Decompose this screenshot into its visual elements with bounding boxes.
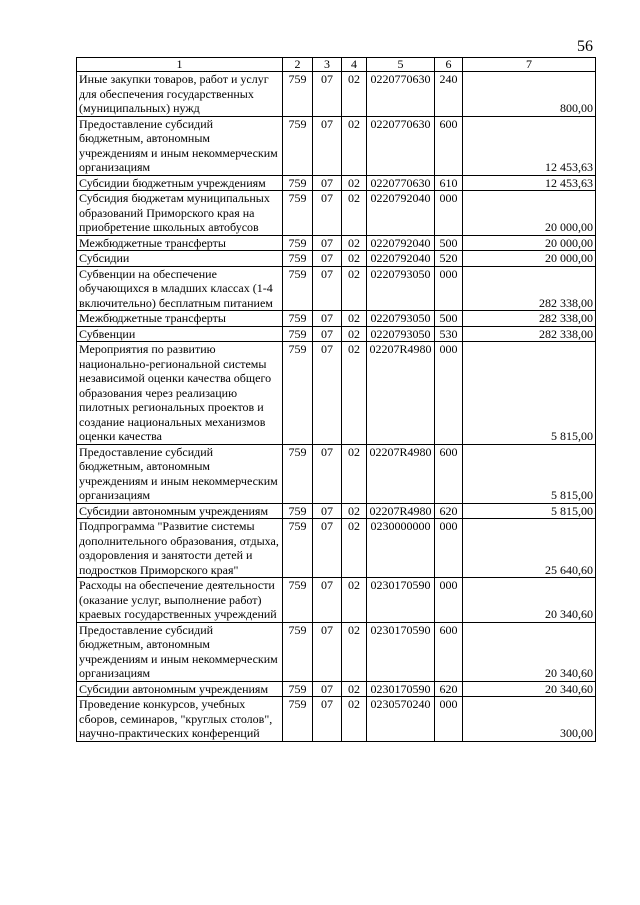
ministry-code: 759	[283, 622, 313, 681]
item-name: Проведение конкурсов, учебных сборов, семинаров, "круглых столов", научно-практических конференций	[77, 697, 283, 742]
item-name: Субсидии бюджетным учреждениям	[77, 175, 283, 191]
target-article-code: 0220770630	[367, 72, 435, 117]
table-row	[77, 519, 596, 578]
target-article-code: 0220792040	[367, 251, 435, 267]
section-code: 07	[313, 72, 342, 117]
subsection-code: 02	[342, 342, 367, 445]
amount: 12 453,63	[463, 116, 596, 175]
target-article-code: 0220792040	[367, 191, 435, 236]
subsection-code: 02	[342, 622, 367, 681]
amount: 5 815,00	[463, 503, 596, 519]
subsection-code: 02	[342, 519, 367, 578]
subsection-code: 02	[342, 72, 367, 117]
target-article-code: 0220770630	[367, 116, 435, 175]
amount: 20 000,00	[463, 251, 596, 267]
table-row	[77, 72, 596, 117]
subsection-code: 02	[342, 578, 367, 623]
ministry-code: 759	[283, 72, 313, 117]
item-name: Межбюджетные трансферты	[77, 311, 283, 327]
amount: 20 340,60	[463, 578, 596, 623]
table-row	[77, 191, 596, 236]
amount: 800,00	[463, 72, 596, 117]
section-code: 07	[313, 342, 342, 445]
table-row	[77, 326, 596, 342]
amount: 282 338,00	[463, 311, 596, 327]
section-code: 07	[313, 697, 342, 742]
item-name: Межбюджетные трансферты	[77, 235, 283, 251]
expense-type-code: 600	[435, 116, 463, 175]
target-article-code: 0230170590	[367, 622, 435, 681]
expense-type-code: 600	[435, 444, 463, 503]
table-row	[77, 311, 596, 327]
table-row	[77, 681, 596, 697]
subsection-code: 02	[342, 681, 367, 697]
column-header: 3	[313, 58, 342, 72]
column-header: 1	[77, 58, 283, 72]
section-code: 07	[313, 444, 342, 503]
expense-type-code: 500	[435, 311, 463, 327]
amount: 12 453,63	[463, 175, 596, 191]
column-header: 5	[367, 58, 435, 72]
column-header: 6	[435, 58, 463, 72]
ministry-code: 759	[283, 191, 313, 236]
table-row	[77, 444, 596, 503]
ministry-code: 759	[283, 326, 313, 342]
table-row	[77, 251, 596, 267]
ministry-code: 759	[283, 175, 313, 191]
target-article-code: 0220793050	[367, 326, 435, 342]
ministry-code: 759	[283, 251, 313, 267]
expense-type-code: 610	[435, 175, 463, 191]
expense-type-code: 000	[435, 578, 463, 623]
table-row	[77, 266, 596, 311]
page-number: 56	[577, 38, 593, 55]
target-article-code: 0230000000	[367, 519, 435, 578]
ministry-code: 759	[283, 503, 313, 519]
expense-type-code: 000	[435, 191, 463, 236]
subsection-code: 02	[342, 444, 367, 503]
target-article-code: 0220793050	[367, 266, 435, 311]
item-name: Предоставление субсидий бюджетным, автономным учреждениям и иным некоммерческим организациям	[77, 444, 283, 503]
table-row	[77, 622, 596, 681]
item-name: Иные закупки товаров, работ и услуг для обеспечения государственных (муниципальных) нужд	[77, 72, 283, 117]
table-row	[77, 116, 596, 175]
budget-table-body	[77, 58, 596, 742]
subsection-code: 02	[342, 116, 367, 175]
ministry-code: 759	[283, 519, 313, 578]
table-row	[77, 578, 596, 623]
subsection-code: 02	[342, 175, 367, 191]
section-code: 07	[313, 251, 342, 267]
ministry-code: 759	[283, 311, 313, 327]
amount: 5 815,00	[463, 444, 596, 503]
amount: 5 815,00	[463, 342, 596, 445]
item-name: Субсидии автономным учреждениям	[77, 681, 283, 697]
expense-type-code: 600	[435, 622, 463, 681]
expense-type-code: 000	[435, 342, 463, 445]
section-code: 07	[313, 681, 342, 697]
item-name: Предоставление субсидий бюджетным, автономным учреждениям и иным некоммерческим организациям	[77, 622, 283, 681]
section-code: 07	[313, 578, 342, 623]
subsection-code: 02	[342, 311, 367, 327]
target-article-code: 0220770630	[367, 175, 435, 191]
subsection-code: 02	[342, 266, 367, 311]
expense-type-code: 520	[435, 251, 463, 267]
ministry-code: 759	[283, 444, 313, 503]
item-name: Подпрограмма "Развитие системы дополнительного образования, отдыха, оздоровления и занятости детей и подростков Приморского края"	[77, 519, 283, 578]
item-name: Субсидии автономным учреждениям	[77, 503, 283, 519]
subsection-code: 02	[342, 697, 367, 742]
ministry-code: 759	[283, 266, 313, 311]
section-code: 07	[313, 235, 342, 251]
ministry-code: 759	[283, 342, 313, 445]
subsection-code: 02	[342, 235, 367, 251]
section-code: 07	[313, 175, 342, 191]
target-article-code: 0230170590	[367, 681, 435, 697]
target-article-code: 0230170590	[367, 578, 435, 623]
table-row	[77, 175, 596, 191]
ministry-code: 759	[283, 697, 313, 742]
item-name: Субсидии	[77, 251, 283, 267]
item-name: Субвенции	[77, 326, 283, 342]
ministry-code: 759	[283, 235, 313, 251]
column-header: 4	[342, 58, 367, 72]
item-name: Предоставление субсидий бюджетным, автономным учреждениям и иным некоммерческим организациям	[77, 116, 283, 175]
target-article-code: 02207R4980	[367, 342, 435, 445]
table-header-row	[77, 58, 596, 72]
table-row	[77, 697, 596, 742]
target-article-code: 0220792040	[367, 235, 435, 251]
item-name: Субвенции на обеспечение обучающихся в младших классах (1-4 включительно) бесплатным питанием	[77, 266, 283, 311]
subsection-code: 02	[342, 191, 367, 236]
table-row	[77, 503, 596, 519]
subsection-code: 02	[342, 251, 367, 267]
amount: 282 338,00	[463, 326, 596, 342]
item-name: Мероприятия по развитию национально-региональной системы независимой оценки качества общего образования через реализацию пилотных региональных проектов и создание национальных механизмов оценки качества	[77, 342, 283, 445]
expense-type-code: 620	[435, 503, 463, 519]
section-code: 07	[313, 266, 342, 311]
ministry-code: 759	[283, 116, 313, 175]
section-code: 07	[313, 519, 342, 578]
table-row	[77, 342, 596, 445]
target-article-code: 0220793050	[367, 311, 435, 327]
subsection-code: 02	[342, 326, 367, 342]
amount: 20 000,00	[463, 235, 596, 251]
expense-type-code: 500	[435, 235, 463, 251]
section-code: 07	[313, 326, 342, 342]
section-code: 07	[313, 191, 342, 236]
section-code: 07	[313, 503, 342, 519]
item-name: Субсидия бюджетам муниципальных образований Приморского края на приобретение школьных автобусов	[77, 191, 283, 236]
expense-type-code: 530	[435, 326, 463, 342]
amount: 20 340,60	[463, 681, 596, 697]
expense-type-code: 240	[435, 72, 463, 117]
expense-type-code: 000	[435, 697, 463, 742]
section-code: 07	[313, 116, 342, 175]
expense-type-code: 000	[435, 266, 463, 311]
amount: 25 640,60	[463, 519, 596, 578]
target-article-code: 0230570240	[367, 697, 435, 742]
target-article-code: 02207R4980	[367, 444, 435, 503]
amount: 20 340,60	[463, 622, 596, 681]
amount: 300,00	[463, 697, 596, 742]
column-header: 2	[283, 58, 313, 72]
section-code: 07	[313, 622, 342, 681]
table-row	[77, 235, 596, 251]
section-code: 07	[313, 311, 342, 327]
ministry-code: 759	[283, 578, 313, 623]
amount: 20 000,00	[463, 191, 596, 236]
subsection-code: 02	[342, 503, 367, 519]
ministry-code: 759	[283, 681, 313, 697]
item-name: Расходы на обеспечение деятельности (оказание услуг, выполнение работ) краевых государственных учреждений	[77, 578, 283, 623]
budget-table	[76, 57, 596, 742]
amount: 282 338,00	[463, 266, 596, 311]
column-header: 7	[463, 58, 596, 72]
expense-type-code: 000	[435, 519, 463, 578]
target-article-code: 02207R4980	[367, 503, 435, 519]
expense-type-code: 620	[435, 681, 463, 697]
